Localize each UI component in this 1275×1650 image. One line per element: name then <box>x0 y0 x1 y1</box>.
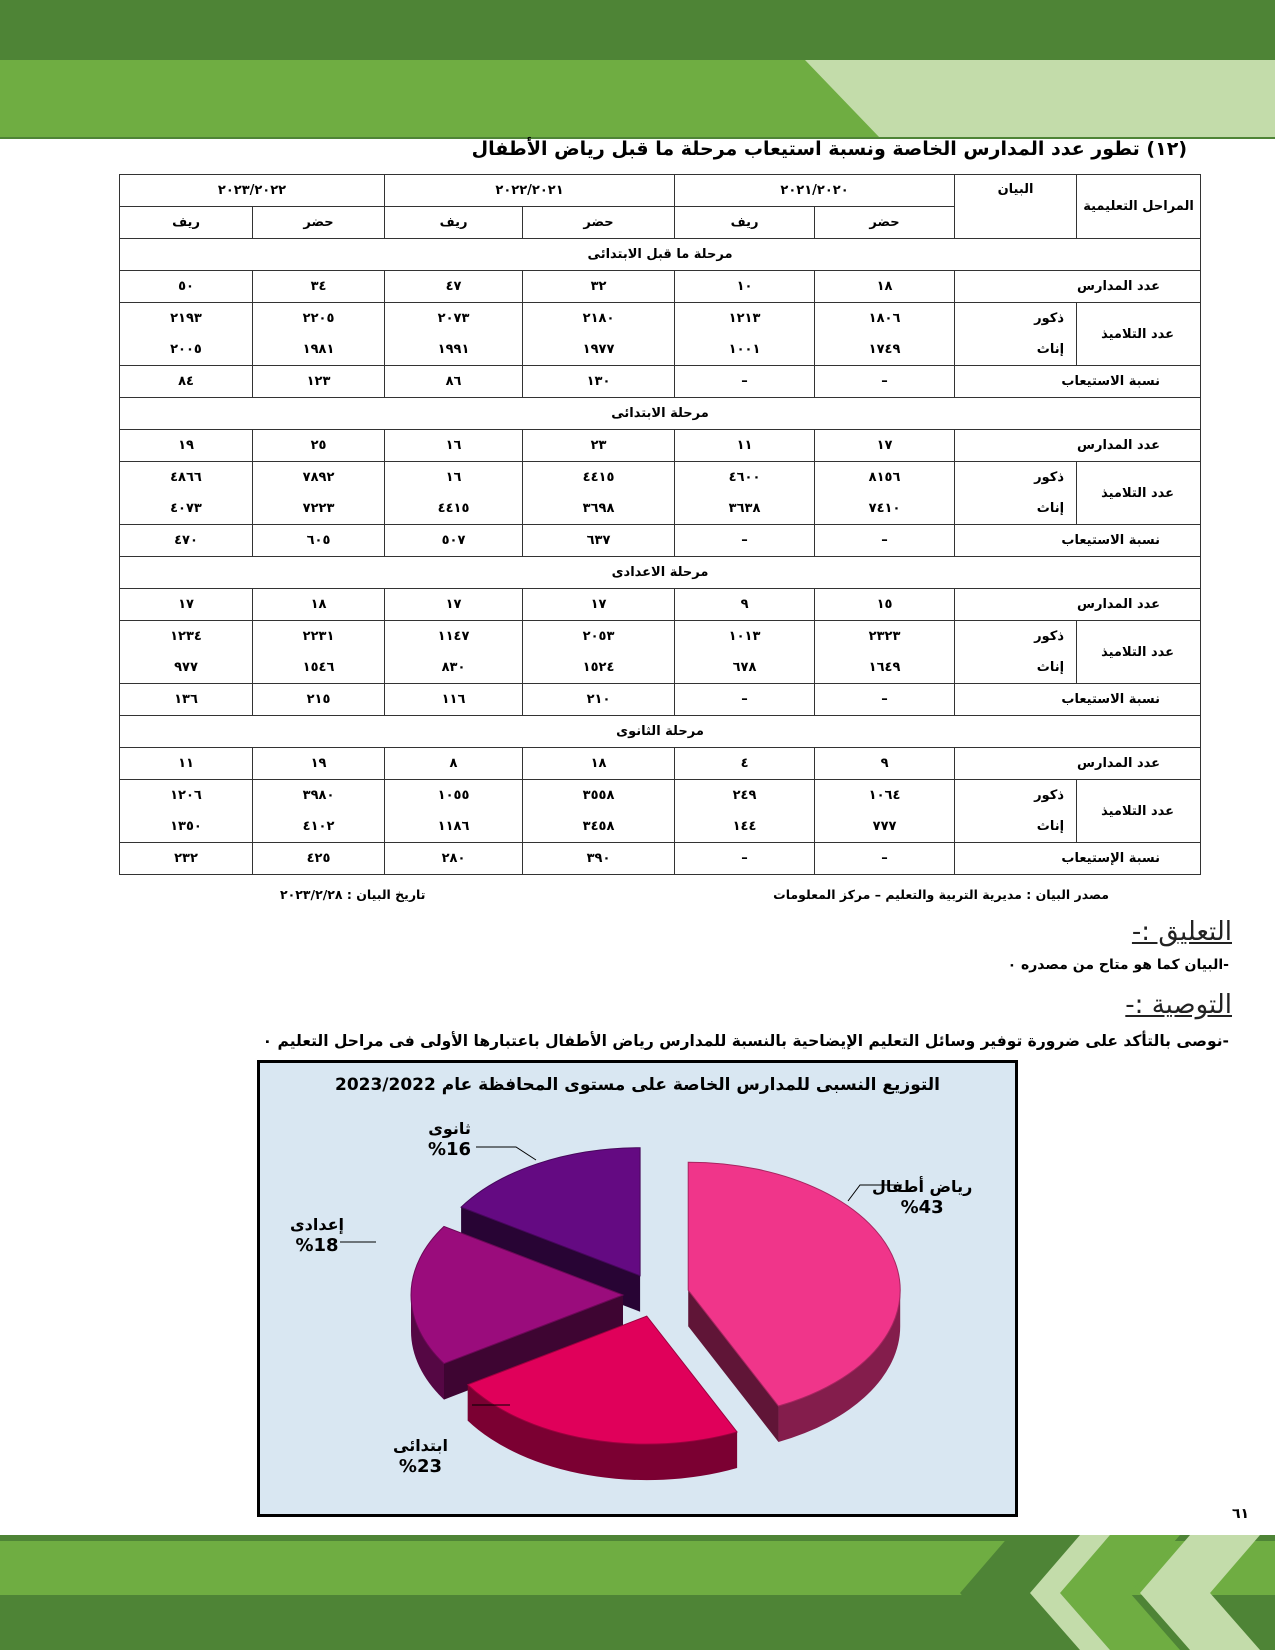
absorption-value: ٤٧٠ <box>120 525 253 557</box>
female-value: ٧٧٧ <box>872 819 897 834</box>
pupils-label: عدد التلاميذ <box>1077 462 1201 525</box>
male-value: ٣٩٨٠ <box>302 788 335 803</box>
absorption-value: – <box>815 366 955 398</box>
male-value: ٣٥٥٨ <box>582 788 615 803</box>
gender-labels <box>955 462 1077 525</box>
female-value: ٤٠٧٣ <box>170 501 202 516</box>
pupils-value <box>120 303 253 366</box>
pupils-value <box>815 462 955 525</box>
absorption-value: ٦٣٧ <box>523 525 675 557</box>
schools-value: ٩ <box>675 589 815 621</box>
pie-label-secondary: ثانوى %16 <box>428 1119 472 1160</box>
stage-heading: مرحلة ما قبل الابتدائى <box>120 239 1201 271</box>
page-number: ٦١ <box>1232 1506 1250 1522</box>
absorption-value: ٤٢٥ <box>253 843 385 875</box>
pie-label-kindergarten: رياض أطفال %43 <box>872 1177 973 1218</box>
header-band <box>0 0 1275 140</box>
female-value: ٧٤١٠ <box>868 501 901 516</box>
male-value: ١٨٠٦ <box>868 311 901 326</box>
absorption-value: – <box>675 843 815 875</box>
male-value: ١٠٥٥ <box>437 788 470 803</box>
male-value: ١٢٠٦ <box>170 788 202 803</box>
schools-value: ١١ <box>675 430 815 462</box>
stage-heading: مرحلة الثانوى <box>120 716 1201 748</box>
female-value: ١٩٧٧ <box>582 342 615 357</box>
absorption-value: ١٣٠ <box>523 366 675 398</box>
absorption-value: – <box>675 684 815 716</box>
schools-value: ١٦ <box>385 430 523 462</box>
schools-value: ١٧ <box>523 589 675 621</box>
header-urban: حضر <box>523 207 675 239</box>
pie-chart <box>257 1060 1018 1517</box>
pupils-value <box>675 621 815 684</box>
pupils-value <box>385 303 523 366</box>
chart-title: التوزيع النسبى للمدارس الخاصة على مستوى المحافظة عام 2023/2022 <box>334 1075 941 1095</box>
female-label: إناث <box>1036 501 1065 516</box>
schools-value: ٣٤ <box>253 271 385 303</box>
pupils-value <box>815 303 955 366</box>
pupils-value <box>385 621 523 684</box>
female-value: ٩٧٧ <box>174 660 198 675</box>
male-value: ٨١٥٦ <box>868 470 901 485</box>
female-value: ٧٢٢٣ <box>302 501 335 516</box>
statistics-table <box>119 174 1201 875</box>
female-value: ٤١٠٢ <box>302 819 335 834</box>
header-year-1: ٢٠٢١/٢٠٢٠ <box>675 175 955 207</box>
schools-value: ١٧ <box>120 589 253 621</box>
schools-value: ١١ <box>120 748 253 780</box>
male-value: ٢٠٥٣ <box>582 629 615 644</box>
absorption-value: – <box>815 843 955 875</box>
schools-value: ١٨ <box>253 589 385 621</box>
header-rural: ريف <box>120 207 253 239</box>
schools-value: ٤٧ <box>385 271 523 303</box>
male-label: ذكور <box>1034 470 1065 485</box>
female-value: ١٤٤ <box>732 819 757 834</box>
absorption-value: – <box>675 366 815 398</box>
header-urban: حضر <box>253 207 385 239</box>
pupils-value <box>815 621 955 684</box>
header-urban: حضر <box>815 207 955 239</box>
schools-value: ٢٣ <box>523 430 675 462</box>
male-value: ٤٨٦٦ <box>170 470 202 485</box>
pupils-value <box>675 462 815 525</box>
schools-value: ٤ <box>675 748 815 780</box>
absorption-label: نسبة الاستيعاب <box>955 684 1201 716</box>
pie-chart-canvas <box>260 1063 1015 1514</box>
schools-value: ١٧ <box>815 430 955 462</box>
absorption-label: نسبة الاستيعاب <box>955 366 1201 398</box>
female-label: إناث <box>1036 342 1065 357</box>
absorption-value: – <box>815 525 955 557</box>
male-label: ذكور <box>1034 788 1065 803</box>
schools-value: ٥٠ <box>120 271 253 303</box>
recommendation-heading: التوصية :- <box>1125 990 1232 1020</box>
male-label: ذكور <box>1034 629 1065 644</box>
pupils-value <box>253 780 385 843</box>
absorption-value: ١٣٦ <box>120 684 253 716</box>
schools-value: ٣٢ <box>523 271 675 303</box>
female-value: ٤٤١٥ <box>437 501 470 516</box>
schools-value: ٩ <box>815 748 955 780</box>
pupils-value <box>385 462 523 525</box>
pupils-value <box>523 462 675 525</box>
pupils-value <box>523 303 675 366</box>
header-rural: ريف <box>675 207 815 239</box>
schools-value: ١٨ <box>523 748 675 780</box>
pupils-value <box>253 303 385 366</box>
male-value: ١٢١٣ <box>728 311 761 326</box>
male-value: ١٠١٣ <box>728 629 761 644</box>
header-stages: المراحل التعليمية <box>1077 175 1201 239</box>
male-value: ١١٤٧ <box>437 629 470 644</box>
comment-heading: التعليق :- <box>1131 917 1232 947</box>
absorption-value: ٨٤ <box>120 366 253 398</box>
schools-label: عدد المدارس <box>955 271 1201 303</box>
header-item: البيان <box>955 175 1077 239</box>
male-value: ٢٣٢٣ <box>868 629 901 644</box>
male-value: ١٠٦٤ <box>868 788 901 803</box>
absorption-value: – <box>815 684 955 716</box>
female-value: ١١٨٦ <box>437 819 470 834</box>
female-value: ١٦٤٩ <box>868 660 901 675</box>
pupils-label: عدد التلاميذ <box>1077 780 1201 843</box>
female-value: ١٣٥٠ <box>170 819 202 834</box>
pupils-value <box>120 462 253 525</box>
pupils-value <box>253 621 385 684</box>
stage-heading: مرحلة الاعدادى <box>120 557 1201 589</box>
pie-leader-line <box>476 1147 536 1160</box>
female-value: ١٥٤٦ <box>302 660 335 675</box>
female-value: ١٠٠١ <box>728 342 761 357</box>
data-source: مصدر البيان : مديرية التربية والتعليم – مركز المعلومات <box>773 887 1109 902</box>
pupils-value <box>253 462 385 525</box>
male-value: ٧٨٩٢ <box>302 470 335 485</box>
male-label: ذكور <box>1034 311 1065 326</box>
header-rural: ريف <box>385 207 523 239</box>
female-value: ٣٤٥٨ <box>582 819 615 834</box>
schools-label: عدد المدارس <box>955 430 1201 462</box>
header-year-3: ٢٠٢٣/٢٠٢٢ <box>120 175 385 207</box>
male-value: ٢٠٧٣ <box>437 311 470 326</box>
gender-labels <box>955 303 1077 366</box>
female-value: ٨٣٠ <box>441 660 466 675</box>
female-label: إناث <box>1036 819 1065 834</box>
absorption-value: ١٢٣ <box>253 366 385 398</box>
absorption-value: ٢١٥ <box>253 684 385 716</box>
absorption-value: ٥٠٧ <box>385 525 523 557</box>
female-value: ١٩٨١ <box>302 342 335 357</box>
female-value: ١٩٩١ <box>437 342 470 357</box>
schools-value: ٢٥ <box>253 430 385 462</box>
male-value: ٢١٩٣ <box>170 311 202 326</box>
female-value: ٦٧٨ <box>732 660 757 675</box>
schools-value: ١٩ <box>253 748 385 780</box>
female-value: ١٧٤٩ <box>868 342 901 357</box>
absorption-value: ٦٠٥ <box>253 525 385 557</box>
pupils-label: عدد التلاميذ <box>1077 621 1201 684</box>
male-value: ٢٢٠٥ <box>302 311 335 326</box>
comment-text: -البيان كما هو متاح من مصدره ٠ <box>1007 957 1229 973</box>
male-value: ٢٢٣١ <box>302 629 335 644</box>
schools-value: ١٠ <box>675 271 815 303</box>
pupils-label: عدد التلاميذ <box>1077 303 1201 366</box>
male-value: ٤٤١٥ <box>582 470 615 485</box>
pupils-value <box>675 780 815 843</box>
pie-label-primary: ابتدائى %23 <box>393 1436 448 1477</box>
male-value: ٢٤٩ <box>732 788 757 803</box>
page-title: (١٢) تطور عدد المدارس الخاصة ونسبة استيعاب مرحلة ما قبل رياض الأطفال <box>471 138 1187 160</box>
absorption-value: ٣٩٠ <box>523 843 675 875</box>
pupils-value <box>120 780 253 843</box>
schools-label: عدد المدارس <box>955 589 1201 621</box>
pupils-value <box>385 780 523 843</box>
header-year-2: ٢٠٢٢/٢٠٢١ <box>385 175 675 207</box>
female-value: ٣٦٣٨ <box>728 501 761 516</box>
male-value: ١٦ <box>445 470 462 485</box>
absorption-value: – <box>675 525 815 557</box>
pie-label-preparatory: إعدادى %18 <box>290 1215 345 1256</box>
male-value: ٢١٨٠ <box>582 311 615 326</box>
absorption-value: ٨٦ <box>385 366 523 398</box>
absorption-value: ١١٦ <box>385 684 523 716</box>
schools-value: ١٧ <box>385 589 523 621</box>
female-value: ١٥٢٤ <box>582 660 615 675</box>
male-value: ٤٦٠٠ <box>728 470 761 485</box>
schools-value: ٨ <box>385 748 523 780</box>
gender-labels <box>955 780 1077 843</box>
pupils-value <box>815 780 955 843</box>
schools-value: ١٥ <box>815 589 955 621</box>
female-label: إناث <box>1036 660 1065 675</box>
absorption-value: ٢١٠ <box>523 684 675 716</box>
female-value: ٣٦٩٨ <box>582 501 615 516</box>
schools-value: ١٨ <box>815 271 955 303</box>
pupils-value <box>120 621 253 684</box>
data-date: تاريخ البيان : ٢٠٢٣/٢/٢٨ <box>280 887 426 902</box>
recommendation-text: -نوصى بالتأكد على ضرورة توفير وسائل التعليم الإيضاحية بالنسبة للمدارس رياض الأطفال باعتبارها الأولى فى مراحل التعليم ٠ <box>262 1032 1229 1050</box>
female-value: ٢٠٠٥ <box>170 342 202 357</box>
stage-heading: مرحلة الابتدائى <box>120 398 1201 430</box>
male-value: ١٢٣٤ <box>170 629 202 644</box>
absorption-label: نسبة الإستيعاب <box>955 843 1201 875</box>
gender-labels <box>955 621 1077 684</box>
absorption-value: ٢٣٢ <box>120 843 253 875</box>
footer-band <box>0 1535 1275 1650</box>
absorption-value: ٢٨٠ <box>385 843 523 875</box>
schools-value: ١٩ <box>120 430 253 462</box>
pupils-value <box>523 780 675 843</box>
absorption-label: نسبة الاستيعاب <box>955 525 1201 557</box>
pupils-value <box>523 621 675 684</box>
pupils-value <box>675 303 815 366</box>
schools-label: عدد المدارس <box>955 748 1201 780</box>
